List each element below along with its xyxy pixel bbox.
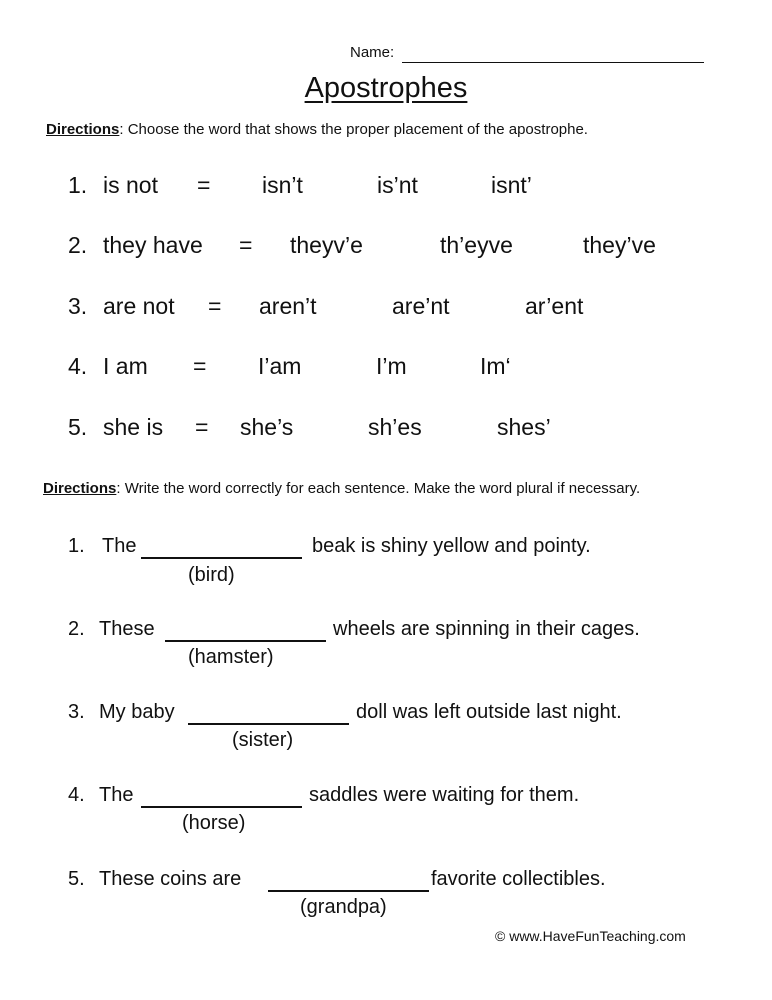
s1-item-4-option-2[interactable]: I’m bbox=[376, 353, 407, 379]
s2-item-5-number: 5. bbox=[68, 868, 85, 890]
s2-item-3-number: 3. bbox=[68, 701, 85, 723]
s1-item-5-number: 5. bbox=[68, 414, 88, 440]
s2-item-3-blank[interactable] bbox=[188, 723, 349, 725]
s2-item-5-blank[interactable] bbox=[268, 890, 429, 892]
s1-item-5-phrase: she is bbox=[103, 414, 164, 440]
s1-item-1-phrase: is not bbox=[103, 172, 158, 198]
s1-item-5-option-2[interactable]: sh’es bbox=[368, 414, 422, 440]
s1-item-3-equals: = bbox=[208, 293, 222, 319]
s2-item-4-blank[interactable] bbox=[141, 806, 302, 808]
directions-2-text: : Write the word correctly for each sentence. Make the word plural if necessary. bbox=[116, 480, 641, 497]
s1-item-4-option-3[interactable]: Im‘ bbox=[480, 353, 511, 379]
s2-item-3-after: doll was left outside last night. bbox=[356, 701, 622, 723]
directions-1 bbox=[46, 121, 588, 138]
s1-item-2-number: 2. bbox=[68, 232, 88, 258]
s2-item-4-number: 4. bbox=[68, 784, 85, 806]
s1-item-2-option-2[interactable]: th’eyve bbox=[440, 232, 513, 258]
copyright-footer: © www.HaveFunTeaching.com bbox=[495, 928, 686, 944]
s1-item-3-option-1[interactable]: aren’t bbox=[259, 293, 317, 319]
s1-item-1-option-2[interactable]: is’nt bbox=[377, 172, 418, 198]
s1-item-2-option-3[interactable]: they’ve bbox=[583, 232, 656, 258]
s1-item-2-equals: = bbox=[239, 232, 253, 258]
s1-item-2-phrase: they have bbox=[103, 232, 203, 258]
s1-item-4-equals: = bbox=[193, 353, 207, 379]
s2-item-4-after: saddles were waiting for them. bbox=[309, 784, 580, 806]
s2-item-4-before: The bbox=[99, 784, 134, 806]
s2-item-2-after: wheels are spinning in their cages. bbox=[333, 618, 640, 640]
s1-item-1-number: 1. bbox=[68, 172, 88, 198]
s2-item-5-after: favorite collectibles. bbox=[431, 868, 606, 890]
s1-item-3-option-3[interactable]: ar’ent bbox=[525, 293, 584, 319]
s2-item-1-blank[interactable] bbox=[141, 557, 302, 559]
s1-item-1-option-1[interactable]: isn’t bbox=[262, 172, 303, 198]
s2-item-3-before: My baby bbox=[99, 701, 175, 723]
directions-2 bbox=[43, 478, 703, 500]
s1-item-5-option-3[interactable]: shes’ bbox=[497, 414, 551, 440]
s2-item-1-after: beak is shiny yellow and pointy. bbox=[312, 535, 591, 557]
directions-1-label: Directions bbox=[46, 121, 120, 138]
s1-item-1-option-3[interactable]: isnt’ bbox=[491, 172, 532, 198]
s1-item-2-option-1[interactable]: theyv’e bbox=[290, 232, 363, 258]
directions-1-text: : Choose the word that shows the proper placement of the apostrophe. bbox=[119, 121, 588, 138]
s1-item-5-equals: = bbox=[195, 414, 209, 440]
directions-2-label: Directions bbox=[43, 480, 117, 497]
s1-item-4-phrase: I am bbox=[103, 353, 148, 379]
s2-item-1-hint: (bird) bbox=[188, 564, 235, 586]
s1-item-5-option-1[interactable]: she’s bbox=[240, 414, 294, 440]
s1-item-3-phrase: are not bbox=[103, 293, 175, 319]
name-label: Name: bbox=[350, 44, 395, 61]
s1-item-4-number: 4. bbox=[68, 353, 88, 379]
s2-item-1-number: 1. bbox=[68, 535, 85, 557]
s1-item-3-number: 3. bbox=[68, 293, 88, 319]
s1-item-4-option-1[interactable]: I’am bbox=[258, 353, 302, 379]
s2-item-3-hint: (sister) bbox=[232, 729, 294, 751]
s2-item-4-hint: (horse) bbox=[182, 812, 246, 834]
s2-item-2-before: These bbox=[99, 618, 155, 640]
s2-item-2-hint: (hamster) bbox=[188, 646, 274, 668]
page-title: Apostrophes bbox=[304, 72, 468, 104]
s1-item-3-option-2[interactable]: are’nt bbox=[392, 293, 450, 319]
s2-item-2-blank[interactable] bbox=[165, 640, 326, 642]
s1-item-1-equals: = bbox=[197, 172, 211, 198]
name-field[interactable] bbox=[402, 62, 704, 63]
s2-item-5-hint: (grandpa) bbox=[300, 896, 387, 918]
s2-item-1-before: The bbox=[102, 535, 137, 557]
s2-item-5-before: These coins are bbox=[99, 868, 242, 890]
s2-item-2-number: 2. bbox=[68, 618, 85, 640]
